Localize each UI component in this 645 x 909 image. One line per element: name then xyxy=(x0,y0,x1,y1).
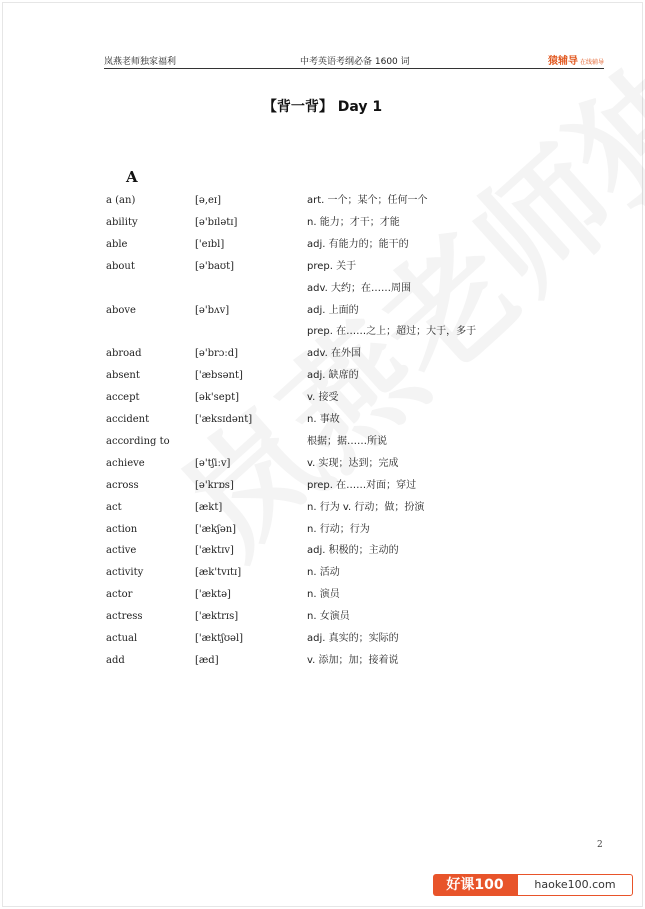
vocab-meaning: art. 一个；某个；任何一个 xyxy=(307,195,428,206)
vocab-ipa: [ə'tʃiːv] xyxy=(195,457,231,469)
vocab-ipa: [æd] xyxy=(195,654,219,666)
vocab-meaning: n. 事故 xyxy=(307,414,340,425)
vocab-ipa: ['æktə] xyxy=(195,589,231,601)
brand-logo xyxy=(548,52,604,67)
vocab-meaning: adv. 大约；在……周围 xyxy=(307,282,411,294)
vocab-meaning: prep. 关于 xyxy=(307,260,357,272)
vocab-meaning: adj. 上面的 xyxy=(307,304,359,316)
header-center-text: 中考英语考纲必备 1600 词 xyxy=(300,57,410,67)
vocab-meaning: n. 活动 xyxy=(307,567,340,579)
vocab-word: above xyxy=(106,304,136,316)
brand-name: 猿辅导 xyxy=(547,56,578,67)
vocab-row xyxy=(0,433,645,451)
vocab-meaning: n. 行动；行为 xyxy=(307,523,370,535)
vocab-ipa: [ə'brɔːd] xyxy=(195,348,239,360)
vocab-row xyxy=(0,302,645,320)
vocab-ipa: [æk'tvɪtɪ] xyxy=(195,567,242,579)
vocab-row xyxy=(0,280,645,298)
vocab-word: actual xyxy=(106,633,138,644)
vocab-word: able xyxy=(106,238,128,250)
page-title: 【背一背】 Day 1 xyxy=(262,99,383,115)
vocab-word: about xyxy=(106,260,135,272)
vocab-meaning: adj. 缺席的 xyxy=(307,370,359,382)
site-badge[interactable] xyxy=(433,874,633,896)
vocab-word: accident xyxy=(106,414,150,425)
vocab-meaning: prep. 在……之上；超过；大于，多于 xyxy=(307,326,477,338)
vocab-word: add xyxy=(106,654,125,666)
vocab-ipa: ['eɪbl] xyxy=(195,238,225,250)
vocab-row xyxy=(0,192,645,210)
vocab-row xyxy=(0,367,645,385)
vocab-meaning: adj. 有能力的；能干的 xyxy=(307,238,409,250)
vocab-ipa: ['æktrɪs] xyxy=(195,611,239,623)
page-number: 2 xyxy=(597,840,603,850)
vocab-word: activity xyxy=(106,567,144,579)
vocab-meaning: adv. 在外国 xyxy=(307,348,361,360)
vocab-meaning: n. 女演员 xyxy=(307,611,350,623)
vocab-word: actor xyxy=(106,589,133,601)
vocab-word: according to xyxy=(106,435,170,447)
vocab-meaning: v. 接受 xyxy=(307,392,339,404)
vocab-ipa: [ə'bɪlətɪ] xyxy=(195,216,238,228)
vocab-row xyxy=(0,564,645,582)
vocab-ipa: ['æksɪdənt] xyxy=(195,414,253,425)
brand-sub: 在线辅导 xyxy=(579,59,604,66)
vocab-row xyxy=(0,499,645,517)
vocab-word: a (an) xyxy=(106,195,136,206)
vocab-word: actress xyxy=(106,611,143,623)
vocab-row xyxy=(0,214,645,232)
vocab-row xyxy=(0,258,645,276)
vocab-row xyxy=(0,323,645,341)
vocab-meaning: v. 实现；达到；完成 xyxy=(307,457,399,469)
vocab-ipa: ['æktɪv] xyxy=(195,545,234,557)
vocab-ipa: [ə,eɪ] xyxy=(195,195,222,206)
vocab-row xyxy=(0,236,645,254)
vocab-row xyxy=(0,389,645,407)
vocab-row xyxy=(0,608,645,626)
vocab-ipa: ['ækʃən] xyxy=(195,523,237,535)
vocab-row xyxy=(0,586,645,604)
vocab-ipa: ['æbsənt] xyxy=(195,370,243,382)
vocab-word: achieve xyxy=(106,457,145,469)
vocab-word: action xyxy=(106,523,138,535)
vocab-row xyxy=(0,521,645,539)
vocab-meaning: adj. 积极的；主动的 xyxy=(307,545,399,557)
vocab-row xyxy=(0,455,645,473)
badge-left: 好课100 xyxy=(433,874,517,896)
vocab-meaning: 根据；据……所说 xyxy=(307,435,387,447)
vocab-ipa: [ək'sept] xyxy=(195,392,239,404)
vocab-meaning: prep. 在……对面；穿过 xyxy=(307,479,417,491)
vocab-row xyxy=(0,630,645,648)
vocab-row xyxy=(0,345,645,363)
vocab-word: abroad xyxy=(106,348,142,360)
vocab-ipa: [ə'bʌv] xyxy=(195,304,230,316)
vocab-meaning: n. 行为 v. 行动；做；扮演 xyxy=(307,501,425,513)
vocab-row xyxy=(0,652,645,670)
vocab-row xyxy=(0,411,645,429)
vocab-word: act xyxy=(106,501,122,513)
badge-right: haoke100.com xyxy=(517,874,633,896)
vocab-word: ability xyxy=(106,216,138,228)
header-left-text: 岚燕老师独家福利 xyxy=(104,57,177,67)
page-header xyxy=(104,52,604,69)
vocab-ipa: [ækt] xyxy=(195,501,223,513)
vocab-meaning: n. 演员 xyxy=(307,589,340,601)
vocab-word: accept xyxy=(106,392,140,404)
vocab-word: absent xyxy=(106,370,140,382)
vocab-meaning: v. 添加；加；接着说 xyxy=(307,654,399,666)
vocab-word: across xyxy=(106,479,139,491)
vocab-ipa: ['æktʃʊəl] xyxy=(195,633,244,644)
vocab-ipa: [ə'baʊt] xyxy=(195,260,235,272)
vocab-word: active xyxy=(106,545,137,557)
vocab-meaning: n. 能力；才干；才能 xyxy=(307,216,400,228)
vocab-row xyxy=(0,477,645,495)
vocab-row xyxy=(0,542,645,560)
section-letter: A xyxy=(126,168,138,186)
vocab-meaning: adj. 真实的；实际的 xyxy=(307,633,399,644)
vocab-ipa: [ə'krɒs] xyxy=(195,479,234,491)
